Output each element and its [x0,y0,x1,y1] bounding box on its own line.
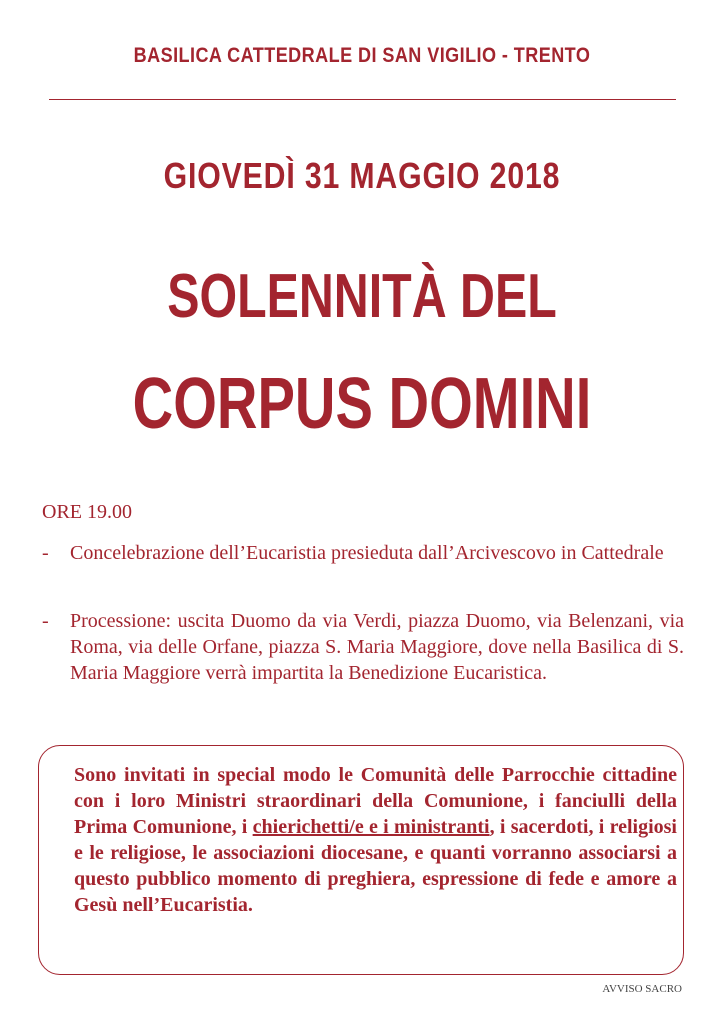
church-header: BASILICA CATTEDRALE DI SAN VIGILIO - TRENTO [133,44,591,67]
invitation-text-start: Sono invitati in special modo le Comunità delle Parrocchie cittadine con i loro Ministri straordinari della Comunione, i fanciulli della Prima Comunione, i [74,764,677,838]
list-bullet: - [42,542,49,564]
footer-notice: AVVISO SACRO [602,983,682,995]
list-item [42,608,684,686]
invitation-text [74,762,677,918]
list-item-text: Concelebrazione dell’Eucaristia presieduta dall’Arcivescovo in Cattedrale [70,542,664,564]
header-divider [49,99,676,100]
title-line-2: CORPUS DOMINI [132,364,592,444]
invitation-text-underlined: chierichetti/e e i ministranti [252,816,490,838]
invitation-text-end: , i sacerdoti, i religiosi e le religiose, le associazioni diocesane, e quanti vorranno associarsi a questo pubblico momento di preghiera, espressione di fede e amore a Gesù nell’Eucaristia. [74,816,677,916]
list-item-text: Processione: uscita Duomo da via Verdi, piazza Duomo, via Belenzani, via Roma, via delle Orfane, piazza S. Maria Maggiore, dove nella Basilica di S. Maria Maggiore verrà impartita la Benedizione Eucaristica. [70,610,684,684]
list-bullet: - [42,610,49,632]
event-date: GIOVEDÌ 31 MAGGIO 2018 [163,155,561,196]
title-line-1: SOLENNITÀ DEL [167,262,557,331]
list-item [42,540,684,566]
event-time: ORE 19.00 [42,501,132,523]
